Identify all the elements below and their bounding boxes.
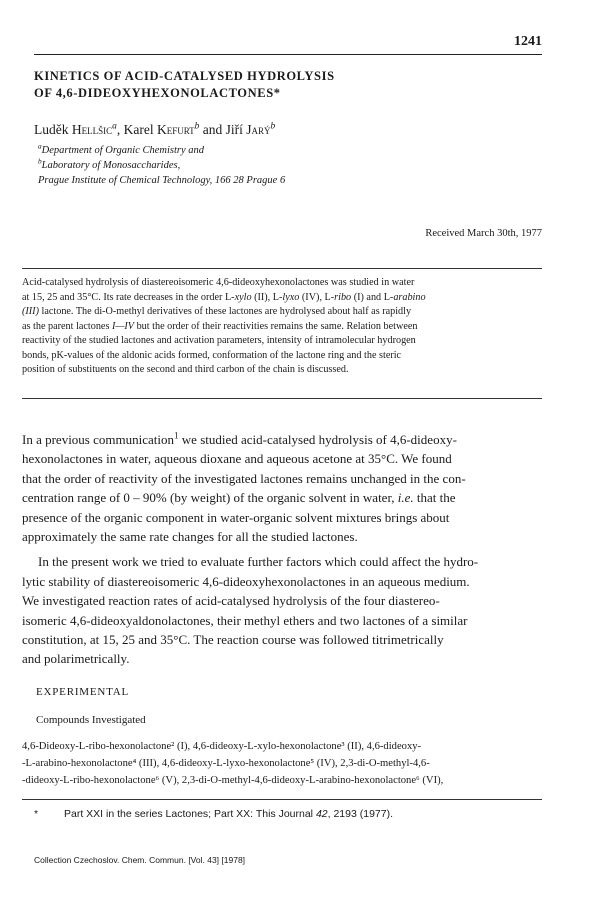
experimental-heading: EXPERIMENTAL — [36, 686, 130, 698]
body-text — [22, 430, 544, 669]
author-1-sup: a — [112, 121, 117, 132]
compound-range: I—IV — [111, 320, 135, 332]
body-text-span: In a previous communication — [22, 432, 174, 447]
abstract-line-2-text: at 15, 25 and 35°C. Its rate decreases in the order — [22, 291, 225, 303]
title-line-2: OF 4,6-DIDEOXYHEXONOLACTONES* — [34, 86, 281, 100]
body-p2-line-5: constitution, at 15, 25 and 35°C. The reaction course was followed titrimetrically — [22, 632, 444, 648]
abstract-line-4-text: as the parent lactones — [22, 320, 112, 332]
footnote-text: Part XXI in the series Lactones; Part XX: This Journal — [64, 808, 316, 820]
abstract-line-4 — [22, 320, 542, 335]
author-3-last: Jarý — [246, 122, 271, 137]
config-prefix: L- — [324, 291, 335, 303]
author-and: and — [202, 122, 223, 137]
received-date: Received March 30th, 1977 — [425, 228, 542, 239]
config-prefix: L- — [383, 291, 394, 303]
body-p1-line-6: approximately the same rate changes for all the studied lactones. — [22, 529, 358, 545]
reference-sup: 1 — [174, 430, 179, 441]
body-p1-line-3: that the order of reactivity of the investigated lactones remains unchanged in the con- — [22, 470, 466, 486]
body-text-span: that the — [413, 490, 456, 506]
body-p2-line-3: We investigated reaction rates of acid-catalysed hydrolysis of the four diastereo- — [22, 593, 440, 609]
compounds-line-3: -dideoxy-L-ribo-hexonolactone⁶ (V), 2,3-di-O-methyl-4,6-dideoxy-L-arabino-hexonolactone⁶ (VI), — [22, 775, 444, 786]
body-p2-line-4: isomeric 4,6-dideoxyaldonolactones, their methyl ethers and two lactones of a similar — [22, 612, 468, 628]
abstract-line-7: position of substituents on the second and third carbon of the chain is discussed. — [22, 364, 349, 375]
abstract-line-4-text-b: but the order of their reactivities remains the same. Relation between — [134, 320, 418, 332]
journal-citation: Collection Czechoslov. Chem. Commun. [Vol. 43] [1978] — [34, 855, 246, 865]
abstract-line-3-text: lactone. The di-O-methyl derivatives of these lactones are hydrolysed about half as rapidly — [38, 306, 412, 317]
compound-ref: (IV), — [299, 291, 325, 303]
body-p2-line-6: and polarimetrically. — [22, 651, 130, 667]
author-2-sup: b — [194, 121, 200, 132]
abstract-line-1: Acid-catalysed hydrolysis of diastereoisomeric 4,6-dideoxyhexonolactones was studied in water — [22, 277, 415, 288]
author-3-sup: b — [270, 121, 276, 132]
compound-ref: (III) — [22, 306, 39, 317]
config-prefix: L- — [224, 291, 235, 303]
title-line-1: KINETICS OF ACID-CATALYSED HYDROLYSIS — [34, 69, 335, 83]
config-xylo: xylo — [234, 291, 252, 303]
author-2-last: Kefurt — [156, 122, 195, 137]
top-rule — [34, 54, 542, 55]
affil-a-sup: a — [38, 141, 42, 151]
author-1-last: Hellšic — [71, 122, 113, 137]
abstract-line-3 — [22, 305, 542, 320]
abstract-line-6: bonds, pK-values of the aldonic acids formed, conformation of the lactone ring and the steric — [22, 349, 402, 361]
abstract-line-5: reactivity of the studied lactones and activation parameters, intensity of intramolecular hydrogen — [22, 335, 416, 346]
affiliations — [38, 143, 285, 188]
affil-b: Laboratory of Monosaccharides, — [41, 160, 181, 171]
affil-institute: Prague Institute of Chemical Technology, 166 28 Prague 6 — [38, 175, 286, 186]
body-p1-line-1 — [22, 430, 544, 449]
body-text-span: centration range of 0 – 90% (by weight) of the organic solvent in water, — [22, 490, 398, 506]
config-prefix: L- — [272, 291, 283, 303]
author-3-first: Jiří — [225, 122, 243, 137]
body-p2-line-2: lytic stability of diastereoisomeric 4,6-dideoxyhexonolactones in an aqueous medium. — [22, 573, 470, 589]
footnote — [34, 808, 393, 820]
compound-ref: (I) and — [351, 291, 384, 303]
footnote-mark: * — [34, 808, 39, 820]
affil-a: Department of Organic Chemistry and — [41, 145, 205, 156]
config-lyxo: lyxo — [282, 291, 300, 303]
body-text-span: we studied acid-catalysed hydrolysis of 4,6-dideoxy- — [178, 432, 457, 447]
abstract — [22, 276, 542, 378]
body-p1-line-4 — [22, 488, 544, 507]
compounds-list — [22, 738, 546, 789]
config-ribo: ribo — [334, 291, 352, 303]
footnote-rule — [22, 799, 542, 800]
author-1-first: Luděk — [34, 122, 69, 137]
affil-b-sup: b — [38, 156, 42, 166]
compound-ref: (II), — [251, 291, 273, 303]
article-title — [34, 68, 534, 102]
author-list: Luděk Hellšic$^a$, Karel Kefurt$^b$ and Jiří Jarý$^b$ — [34, 121, 276, 137]
body-p1-line-2: hexonolactones in water, aqueous dioxane and aqueous acetone at 35°C. We found — [22, 451, 452, 467]
body-text-italic: i.e. — [397, 490, 414, 506]
body-p1-line-5: presence of the organic component in water-organic solvent mixtures brings about — [22, 509, 450, 525]
compounds-line-2: -L-arabino-hexonolactone⁴ (III), 4,6-dideoxy-L-lyxo-hexonolactone⁵ (IV), 2,3-di-O-methyl-4,6- — [22, 758, 430, 769]
abstract-rule-top — [22, 268, 542, 269]
author-2-first: Karel — [123, 122, 154, 137]
abstract-line-2 — [22, 291, 542, 306]
body-p2-line-1: In the present work we tried to evaluate further factors which could affect the hydro- — [38, 554, 479, 570]
footnote-volume: 42 — [315, 808, 328, 820]
compounds-line-1: 4,6-Dideoxy-L-ribo-hexonolactone² (I), 4,6-dideoxy-L-xylo-hexonolactone³ (II), 4,6-dideoxy- — [22, 741, 422, 752]
config-arabino: arabino — [393, 291, 426, 303]
footnote-text-end: , 2193 (1977). — [327, 808, 394, 820]
compounds-heading: Compounds Investigated — [36, 714, 146, 726]
abstract-rule-bottom — [22, 398, 542, 399]
page-number: 1241 — [514, 34, 542, 49]
